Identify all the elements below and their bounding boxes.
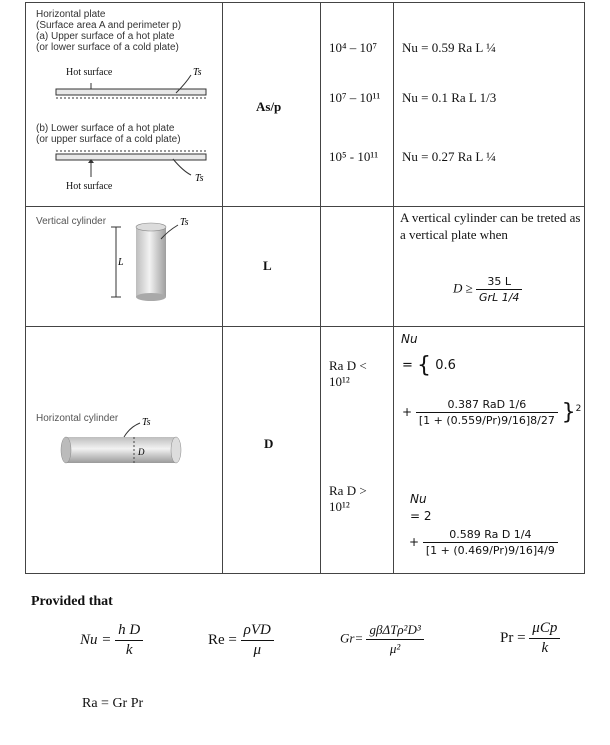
rayleigh-range: Ra D < 10¹² — [329, 358, 367, 389]
grashof-definition: Gr= $\frac{\text{gβΔTρ²D³}}{\text{μ²}}$ — [340, 622, 424, 657]
vertical-cylinder-condition: D ≥ $\frac{35 L}{\text{GrL 1/4}}$ — [453, 275, 522, 304]
correlation: Nu = 0.59 Ra L ¼ — [402, 40, 496, 55]
convection-correlation-table — [25, 2, 585, 574]
eq1-fraction: + $\frac{\text{0.387 RaD 1/6}}{[1 + (0.559/Pr)9/16]8/27}$ }$^2$ — [402, 398, 582, 427]
rayleigh-range: 10⁴ – 10⁷ — [329, 40, 378, 55]
vertical-cylinder-figure — [106, 215, 216, 310]
hot-plate-upper-figure — [51, 65, 211, 110]
vertical-cylinder-title: Vertical cylinder — [36, 216, 107, 227]
rayleigh-definition: Ra = Gr Pr — [82, 696, 144, 711]
eq2-equals: = 2 — [410, 509, 432, 523]
hot-plate-lower-caption: (b) Lower surface of a hot plate (or upper surface of a cold plate) — [36, 123, 181, 145]
horizontal-cylinder-title: Horizontal cylinder — [36, 413, 119, 424]
l-label: L — [118, 257, 124, 268]
rayleigh-range: 10⁵ - 10¹¹ — [329, 149, 379, 164]
eq2-nu: Nu — [410, 492, 427, 506]
rayleigh-range: 10⁷ – 10¹¹ — [329, 90, 381, 105]
correlation: Nu = 0.1 Ra L 1/3 — [402, 90, 497, 105]
reynolds-definition: Re = $\frac{\text{ρVD}}{\mu}$ — [208, 622, 274, 659]
hot-surface-label-top: Hot surface — [66, 67, 113, 78]
nusselt-definition: Nu = $\frac{\text{h D}}{k}$ — [80, 622, 143, 659]
horizontal-cylinder-figure — [56, 415, 196, 470]
row-divider — [26, 326, 584, 327]
length-scale-vertical-cylinder: L — [263, 258, 272, 273]
hot-surface-label-bottom: Hot surface — [66, 181, 113, 192]
eq2-fraction: + $\frac{\text{0.589 Ra D 1/4}}{[1 + (0.469/Pr)9/16]4/9}$ — [409, 528, 558, 557]
ts-label: Ts — [193, 67, 202, 78]
column-divider — [320, 3, 321, 573]
correlation: Nu = 0.27 Ra L ¼ — [402, 149, 496, 164]
eq1-equals: = { 0.6 — [402, 353, 456, 378]
length-scale-plate: As/p — [256, 99, 282, 114]
column-divider — [393, 3, 394, 573]
length-scale-horizontal-cylinder: D — [264, 436, 274, 451]
provided-heading: Provided that — [31, 594, 113, 609]
ts-label: Ts — [195, 173, 204, 184]
vertical-cylinder-note: A vertical cylinder can be treted as a vertical plate when — [400, 210, 581, 242]
horizontal-plate-caption: Horizontal plate (Surface area A and perimeter p) (a) Upper surface of a hot plate (or lower surface of a cold plate) — [36, 9, 182, 53]
ts-label: Ts — [180, 217, 189, 228]
ts-label: Ts — [142, 417, 151, 428]
row-divider — [26, 206, 584, 207]
hot-plate-lower-figure — [51, 145, 211, 185]
eq1-nu: Nu — [401, 332, 418, 346]
d-label: D — [138, 447, 145, 457]
column-divider — [222, 3, 223, 573]
rayleigh-range: Ra D > 10¹² — [329, 483, 367, 514]
prandtl-definition: Pr = $\frac{\text{μCp}}{k}$ — [500, 620, 560, 657]
